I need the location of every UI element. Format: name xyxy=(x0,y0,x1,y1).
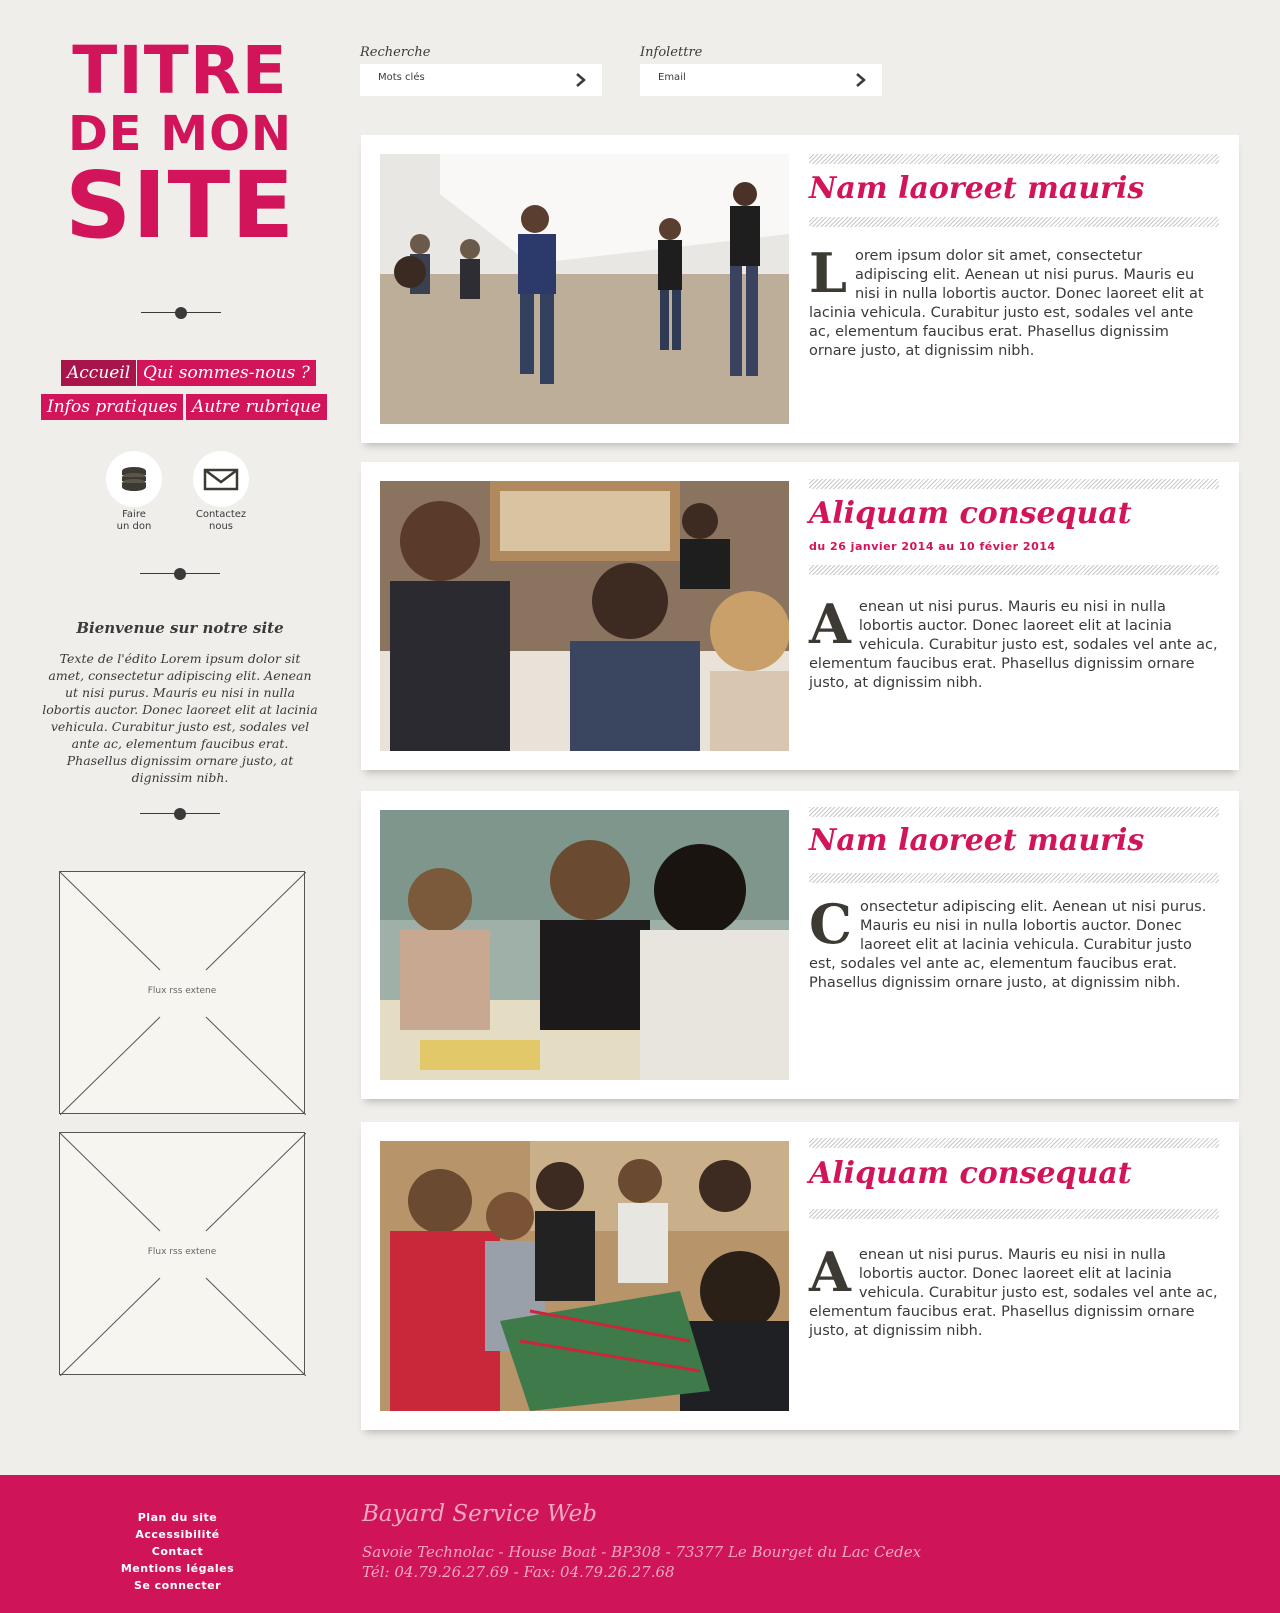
footer-link-se-connecter[interactable]: Se connecter xyxy=(133,1579,222,1592)
contact-label-line2: nous xyxy=(208,521,233,532)
rss-label: Flux rss extene xyxy=(147,1247,217,1257)
decorative-hatch xyxy=(809,479,1219,489)
decorative-hatch xyxy=(809,1209,1219,1219)
newsletter-field xyxy=(640,64,882,96)
chevron-right-icon[interactable] xyxy=(854,72,868,88)
decorative-hatch xyxy=(809,873,1219,883)
article-body: enean ut nisi purus. Mauris eu nisi in nulla lobortis auctor. Donec laoreet elit at lacinia vehicula. Curabitur justo est, sodales vel ante ac, elementum faucibus erat. Phasellus dignissim ornare justo, at dignissim nibh. xyxy=(809,1247,1218,1339)
article-card xyxy=(361,791,1239,1099)
contact-label-line1: Contactez xyxy=(195,509,247,520)
divider xyxy=(140,807,220,821)
footer-link-plan-du-site[interactable]: Plan du site xyxy=(137,1511,218,1524)
footer-link-contact[interactable]: Contact xyxy=(151,1545,204,1558)
decorative-hatch xyxy=(809,807,1219,817)
article-body: onsectetur adipiscing elit. Aenean ut nisi purus. Mauris eu nisi in nulla lobortis auctor. Donec laoreet elit at lacinia vehicula. Curabitur justo est, sodales vel ante ac, elementum faucibus erat. Phasellus dignissim ornare justo, at dignissim nibh. xyxy=(809,899,1207,991)
search-field xyxy=(360,64,602,96)
decorative-hatch xyxy=(809,1138,1219,1148)
article-title[interactable]: Nam laoreet mauris xyxy=(809,823,1145,858)
rss-label: Flux rss extene xyxy=(147,986,217,996)
article-photo[interactable] xyxy=(380,481,789,751)
site-title-line2: DE MON xyxy=(67,106,293,162)
decorative-hatch xyxy=(809,217,1219,227)
article-text xyxy=(809,592,1219,693)
search-input[interactable] xyxy=(378,72,558,83)
search-label: Recherche xyxy=(360,45,431,60)
site-title-line3: SITE xyxy=(64,152,296,259)
article-card xyxy=(361,135,1239,443)
nav-item-infos-pratiques[interactable]: Infos pratiques xyxy=(41,394,183,420)
article-body: enean ut nisi purus. Mauris eu nisi in nulla lobortis auctor. Donec laoreet elit at lacinia vehicula. Curabitur justo est, sodales vel ante ac, elementum faucibus erat. Phasellus dignissim ornare justo, at dignissim nibh. xyxy=(809,599,1218,691)
footer-link-mentions-legales[interactable]: Mentions légales xyxy=(120,1562,235,1575)
contact-button[interactable] xyxy=(193,451,249,507)
dropcap: C xyxy=(809,892,852,956)
article-title[interactable]: Aliquam consequat xyxy=(809,1156,1132,1191)
dropcap: A xyxy=(809,592,851,656)
chevron-right-icon[interactable] xyxy=(574,72,588,88)
dropcap: A xyxy=(809,1240,851,1304)
article-photo[interactable] xyxy=(380,810,789,1080)
dropcap: L xyxy=(809,241,847,305)
article-body: orem ipsum dolor sit amet, consectetur adipiscing elit. Aenean ut nisi purus. Mauris eu nisi in nulla lobortis auctor. Donec laoreet elit at lacinia vehicula. Curabitur justo est, sodales vel ante ac, elementum faucibus erat. Phasellus dignissim ornare justo, at dignissim nibh. xyxy=(809,248,1204,359)
nav-item-qui-sommes-nous[interactable]: Qui sommes-nous ? xyxy=(137,360,316,386)
article-title[interactable]: Nam laoreet mauris xyxy=(809,171,1145,206)
footer xyxy=(0,1475,1280,1613)
footer-phone: Tél: 04.79.26.27.69 - Fax: 04.79.26.27.68 xyxy=(362,1563,675,1581)
site-title[interactable] xyxy=(40,32,320,259)
article-text xyxy=(809,892,1219,993)
article-photo[interactable] xyxy=(380,154,789,424)
donate-label-line2: un don xyxy=(116,521,152,532)
decorative-hatch xyxy=(809,154,1219,164)
article-card xyxy=(361,1122,1239,1430)
welcome-text: Texte de l'édito Lorem ipsum dolor sit amet, consectetur adipiscing elit. Aenean ut nisi purus. Mauris eu nisi in nulla lobortis auctor. Donec laoreet elit at lacinia vehicula. Curabitur justo est, sodales vel ante ac, elementum faucibus erat. Phasellus dignissim ornare justo, at dignissim nibh. xyxy=(42,651,318,785)
article-text xyxy=(809,241,1219,361)
contact-label xyxy=(181,509,261,533)
envelope-icon xyxy=(193,451,249,507)
article-photo[interactable] xyxy=(380,1141,789,1411)
rss-feed-placeholder xyxy=(59,1132,305,1375)
decorative-hatch xyxy=(809,565,1219,575)
donate-label-line1: Faire xyxy=(122,509,146,520)
nav-item-autre-rubrique[interactable]: Autre rubrique xyxy=(186,394,327,420)
donate-label xyxy=(94,509,174,533)
divider xyxy=(140,567,220,581)
site-title-line1: TITRE xyxy=(72,32,288,109)
divider xyxy=(141,306,221,320)
article-date: du 26 janvier 2014 au 10 févier 2014 xyxy=(809,540,1056,553)
article-title[interactable]: Aliquam consequat xyxy=(809,496,1132,531)
newsletter-label: Infolettre xyxy=(640,45,703,60)
article-text xyxy=(809,1240,1219,1341)
nav-item-accueil[interactable]: Accueil xyxy=(61,360,136,386)
email-input[interactable] xyxy=(658,72,838,83)
donate-button[interactable] xyxy=(106,451,162,507)
coins-icon xyxy=(106,451,162,507)
footer-address: Savoie Technolac - House Boat - BP308 - 73377 Le Bourget du Lac Cedex xyxy=(362,1543,922,1561)
footer-link-accessibilite[interactable]: Accessibilité xyxy=(135,1528,220,1541)
rss-feed-placeholder xyxy=(59,871,305,1114)
welcome-title: Bienvenue sur notre site xyxy=(76,619,284,637)
footer-company-name: Bayard Service Web xyxy=(362,1501,597,1527)
article-card xyxy=(361,462,1239,770)
